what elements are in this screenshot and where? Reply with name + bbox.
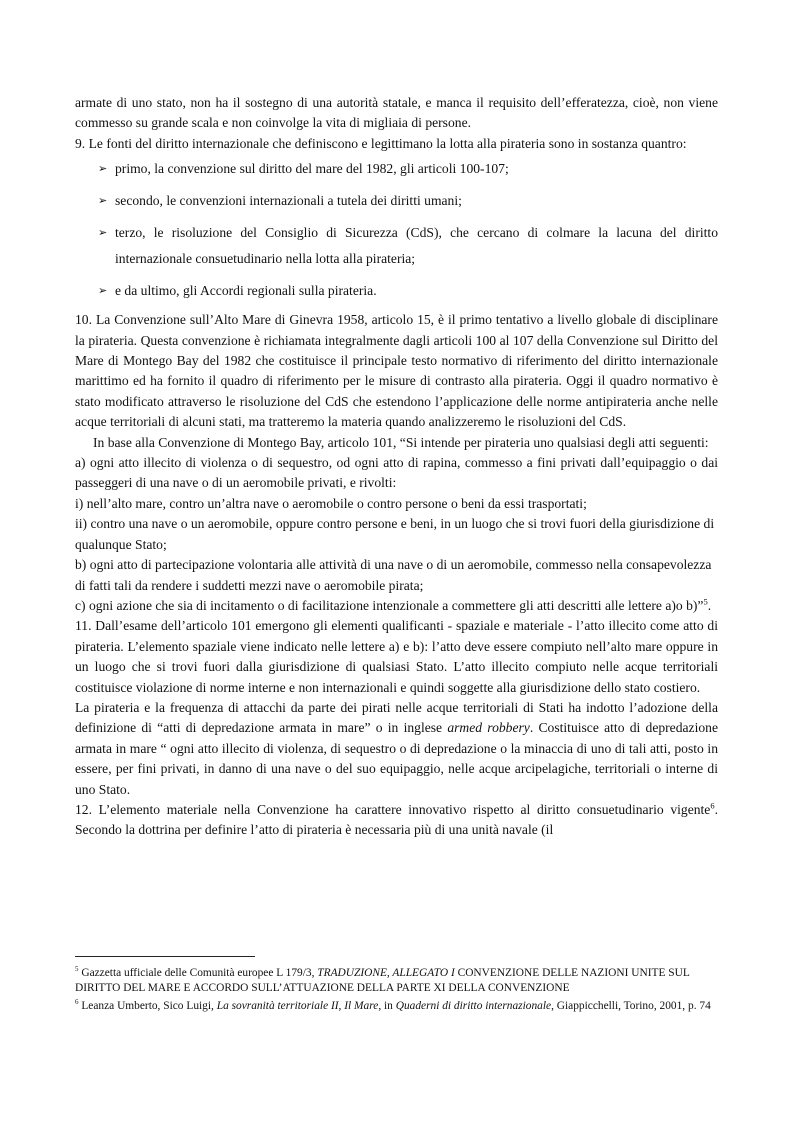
- footnote-separator: [75, 956, 255, 957]
- list-item-text: primo, la convenzione sul diritto del mare del 1982, gli articoli 100-107;: [115, 161, 509, 177]
- footnotes: [75, 966, 718, 1016]
- list-item: [75, 156, 718, 182]
- footnote-6: [75, 999, 718, 1014]
- footnote-number: 6: [75, 997, 79, 1006]
- clause-a: a) ogni atto illecito di violenza o di sequestro, od ogni atto di rapina, commesso a fini privati dall’equipaggio o dai passeggeri di una nave o di un aeromobile privati, e rivolti:: [75, 455, 718, 491]
- arrow-bullet-icon: ➢: [98, 195, 108, 208]
- list-item-text: e da ultimo, gli Accordi regionali sulla pirateria.: [115, 283, 377, 299]
- list-item-text: secondo, le convenzioni internazionali a tutela dei diritti umani;: [115, 193, 462, 209]
- paragraph-10: 10. La Convenzione sull’Alto Mare di Ginevra 1958, articolo 15, è il primo tentativo a livello globale di disciplinare la pirateria. Questa convenzione è richiamata integralmente dagli articoli 100 al 107 della Convenzione sul Diritto del Mare di Montego Bay del 1982 che costituisce il principale testo normativo di riferimento del diritto internazionale marittimo ed ha fornito il quadro di riferimento per le misure di contrasto alla pirateria. Oggi il quadro normativo è stato modificato attraverso le risoluzione del CdS che estendono l’applicazione delle norme antipirateria anche nelle acque territoriali di alcuni stati, ma tratteremo la materia quando analizzeremo le risoluzioni del CdS.: [75, 312, 718, 430]
- footnote-italic: Quaderni di diritto internazionale: [395, 999, 552, 1012]
- clause-b: b) ogni atto di partecipazione volontaria alle attività di una nave o di un aeromobile, commesso nella consapevolezza di fatti tali da rendere i suddetti mezzi nave o aeromobile pirata;: [75, 557, 712, 593]
- paragraph-continuation: armate di uno stato, non ha il sostegno di una autorità statale, e manca il requisito dell’efferatezza, cioè, non viene commesso su grande scala e non coinvolge la vita di migliaia di persone.: [75, 95, 718, 131]
- footnote-5: [75, 966, 718, 997]
- footnote-italic: , La sovranità territoriale II, Il Mare: [211, 999, 379, 1012]
- footnote-text: Leanza Umberto, Sico Luigi: [78, 999, 212, 1012]
- clause-c-text: c) ogni azione che sia di incitamento o di facilitazione intenzionale a commettere gli atti descritti alle lettere a)o b)”: [75, 597, 704, 613]
- list-item: [75, 220, 718, 272]
- armed-robbery-text-a: La pirateria e la frequenza di attacchi da parte dei pirati nelle acque territoriali di Stati ha indotto l’adozione della definizione di “atti di depredazione armata in mare” o in inglese: [75, 699, 718, 736]
- paragraph-11: 11. Dall’esame dell’articolo 101 emergono gli elementi qualificanti - spaziale e materiale - l’atto illecito come atto di pirateria. L’elemento spaziale viene indicato nelle lettere a) e b): l’atto deve essere compiuto nell’alto mare oppure in un luogo che si trovi fuori dalla giurisdizione di qualsiasi Stato. L’atto illecito compiuto nelle acque territoriali costituisce violazione di norme interne e non internazionali e quindi soggette alla giurisdizione dello stato costiero.: [75, 618, 718, 695]
- footnote-text: CONVENZIONE DELLE NAZIONI UNITE SUL DIRITTO DEL MARE E ACCORDO SULL’ATTUAZIONE DELLA PARTE XI DELLA CONVENZIONE: [75, 967, 690, 995]
- footnote-italic: TRADUZIONE, ALLEGATO I: [317, 967, 455, 979]
- list-item: [75, 278, 718, 304]
- clause-a-i: i) nell’alto mare, contro un’altra nave o aeromobile o contro persone o beni da essi trasportati;: [75, 495, 587, 511]
- footnote-ref-6[interactable]: 6: [710, 800, 715, 811]
- paragraph-armed-robbery: [75, 698, 718, 800]
- article-101-intro: In base alla Convenzione di Montego Bay, articolo 101, “Si intende per pirateria uno qualsiasi degli atti seguenti:: [93, 434, 709, 450]
- clause-c-end: .: [707, 597, 712, 613]
- footnote-text: Gazzetta ufficiale delle Comunità europee L 179/3,: [78, 967, 318, 979]
- list-item-text: terzo, le risoluzione del Consiglio di Sicurezza (CdS), che cercano di colmare la lacuna del diritto internazionale consuetudinario nella lotta alla pirateria;: [115, 225, 718, 267]
- footnote-ref-5[interactable]: 5: [703, 596, 708, 607]
- armed-robbery-text-b: . Costituisce atto di depredazione armata in mare “ ogni atto illecito di violenza, di sequestro o di depredazione o la minaccia di uno di tali atti, posto in essere, per fini privati, in danno di una nave o del suo equipaggio, nelle acque arcipelagiche, territoriali o interne di uno Stato.: [75, 720, 718, 797]
- paragraph-12: [75, 800, 718, 841]
- clause-a-ii: ii) contro una nave o un aeromobile, oppure contro persone e beni, in un luogo che si trovi fuori della giurisdizione di qualunque Stato;: [75, 516, 715, 552]
- clause-c: [75, 596, 718, 616]
- arrow-bullet-icon: ➢: [98, 285, 108, 298]
- arrow-bullet-icon: ➢: [98, 163, 108, 176]
- footnote-number: 5: [75, 965, 79, 974]
- paragraph-12-text-b: . Secondo la dottrina per definire l’atto di pirateria è necessaria più di una unità navale (il: [75, 801, 718, 838]
- paragraph-9: 9. Le fonti del diritto internazionale che definiscono e legittimano la lotta alla pirateria sono in sostanza quantro:: [75, 135, 687, 151]
- arrow-bullet-icon: ➢: [98, 227, 108, 240]
- footnote-text: , Giappicchelli, Torino, 2001, p. 74: [551, 999, 711, 1012]
- armed-robbery-term: armed robbery: [447, 720, 530, 736]
- sources-list: [75, 156, 718, 304]
- body-text: [75, 93, 718, 841]
- list-item: [75, 188, 718, 214]
- footnote-text: , in: [378, 999, 396, 1012]
- paragraph-12-text-a: 12. L’elemento materiale nella Convenzione ha carattere innovativo rispetto al diritto consuetudinario vigente: [75, 801, 711, 817]
